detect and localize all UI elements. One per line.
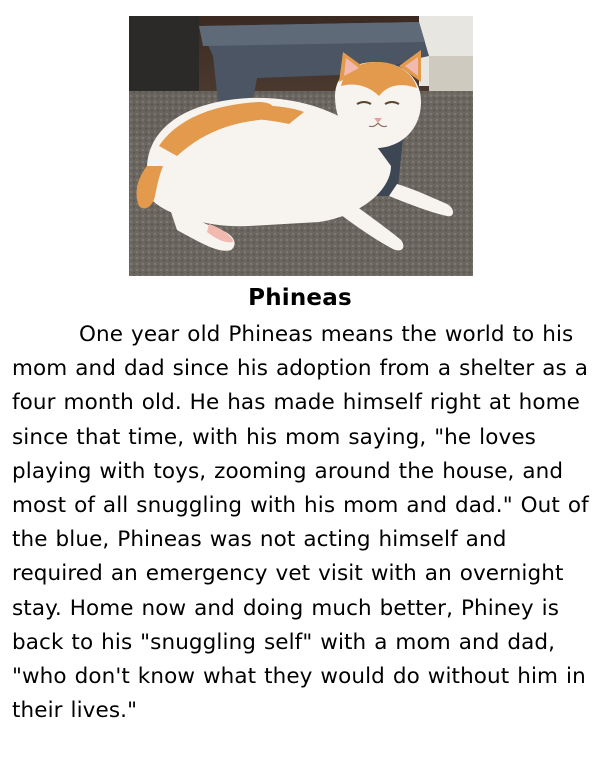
pet-story-text: One year old Phineas means the world to his mom and dad since his adoption from a shelter as a four month old. He has made himself right at home since that time, with his mom saying, "he loves playing with toys, zooming around the house, and most of all snuggling with his mom and dad." Out of the blue, Phineas was not acting himself and required an emergency vet visit with an overnight stay. Home now and doing much better, Phiney is back to his "snuggling self" with a mom and dad, "who don't know what they would do without him in their lives."	[12, 322, 589, 724]
cat-photo	[129, 16, 473, 276]
pet-name-title: Phineas	[248, 285, 352, 311]
cat-photo-illustration	[129, 16, 473, 276]
